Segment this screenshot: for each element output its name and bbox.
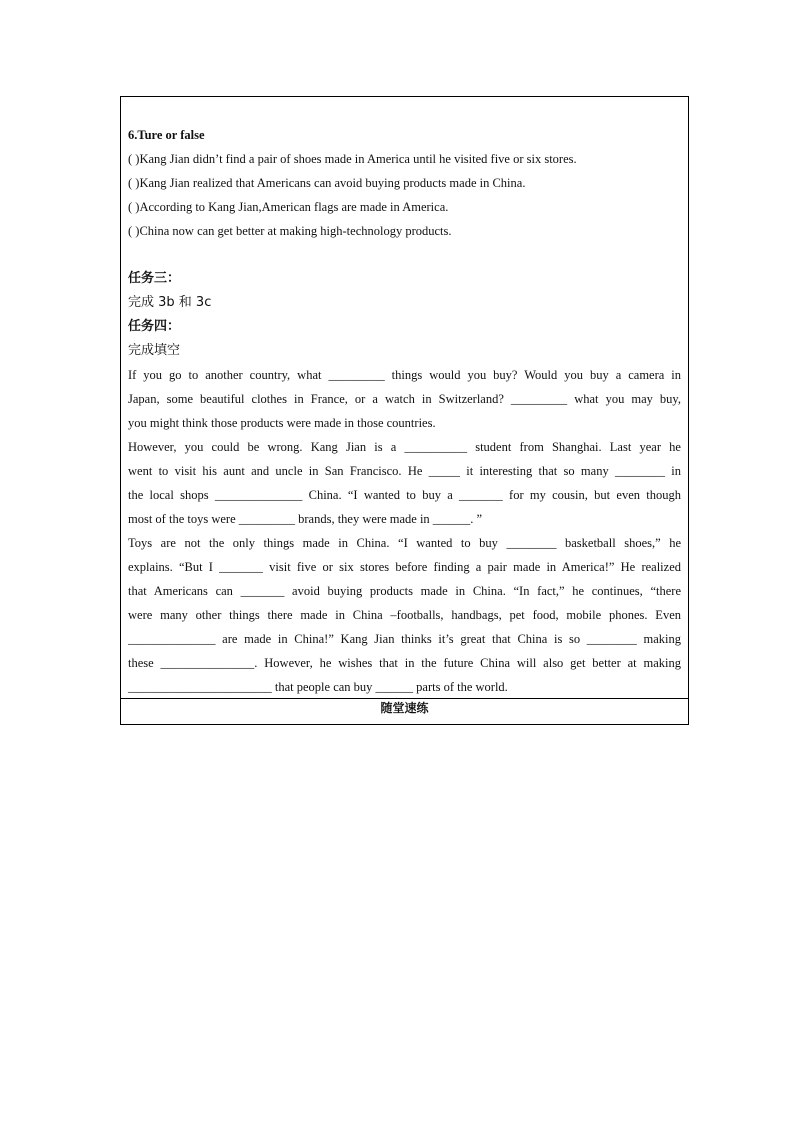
passage-line-11: were many other things there made in China –footballs, handbags, pet food, mobile phones. Even — [128, 608, 681, 622]
passage-line-1: If you go to another country, what _________ things would you buy? Would you buy a camera in — [128, 368, 681, 382]
passage-line-12: ______________ are made in China!” Kang Jian thinks it’s great that China is so ________ making — [128, 632, 681, 646]
passage-line-3: you might think those products were made in those countries. — [128, 416, 436, 430]
true-false-item-4: ( )China now can get better at making high-technology products. — [128, 224, 452, 238]
true-false-item-1: ( )Kang Jian didn’t find a pair of shoes made in America until he visited five or six stores. — [128, 152, 577, 166]
worksheet-table — [120, 96, 689, 725]
spacer — [128, 243, 681, 267]
footer-section-label: 随堂速练 — [380, 701, 429, 715]
passage-line-14: _______________________ that people can buy ______ parts of the world. — [128, 680, 508, 694]
passage-line-9: explains. “But I _______ visit five or six stores before finding a pair made in America!” He realized — [128, 560, 681, 574]
task3-body: 完成 3b 和 3c — [128, 295, 212, 310]
passage-line-13: these _______________. However, he wishes that in the future China will also get better at making — [128, 656, 681, 670]
passage-line-7: most of the toys were _________ brands, they were made in ______. ” — [128, 512, 483, 526]
task4-body: 完成填空 — [128, 343, 181, 358]
passage-line-5: went to visit his aunt and uncle in San Francisco. He _____ it interesting that so many ________ in — [128, 464, 681, 478]
passage-line-2: Japan, some beautiful clothes in France, or a watch in Switzerland? _________ what you may buy, — [128, 392, 681, 406]
true-false-item-2: ( )Kang Jian realized that Americans can avoid buying products made in China. — [128, 176, 526, 190]
task3-heading: 任务三： — [128, 271, 181, 286]
task4-heading: 任务四： — [128, 319, 181, 334]
section-title: 6.Ture or false — [128, 128, 205, 142]
passage-line-10: that Americans can _______ avoid buying products made in China. “In fact,” he continues, “there — [128, 584, 681, 598]
passage-line-4: However, you could be wrong. Kang Jian is a __________ student from Shanghai. Last year he — [128, 440, 681, 454]
worksheet-content — [128, 123, 681, 699]
passage-line-6: the local shops ______________ China. “I wanted to buy a _______ for my cousin, but even though — [128, 488, 681, 502]
true-false-item-3: ( )According to Kang Jian,American flags are made in America. — [128, 200, 449, 214]
passage-line-8: Toys are not the only things made in China. “I wanted to buy ________ basketball shoes,” he — [128, 536, 681, 550]
